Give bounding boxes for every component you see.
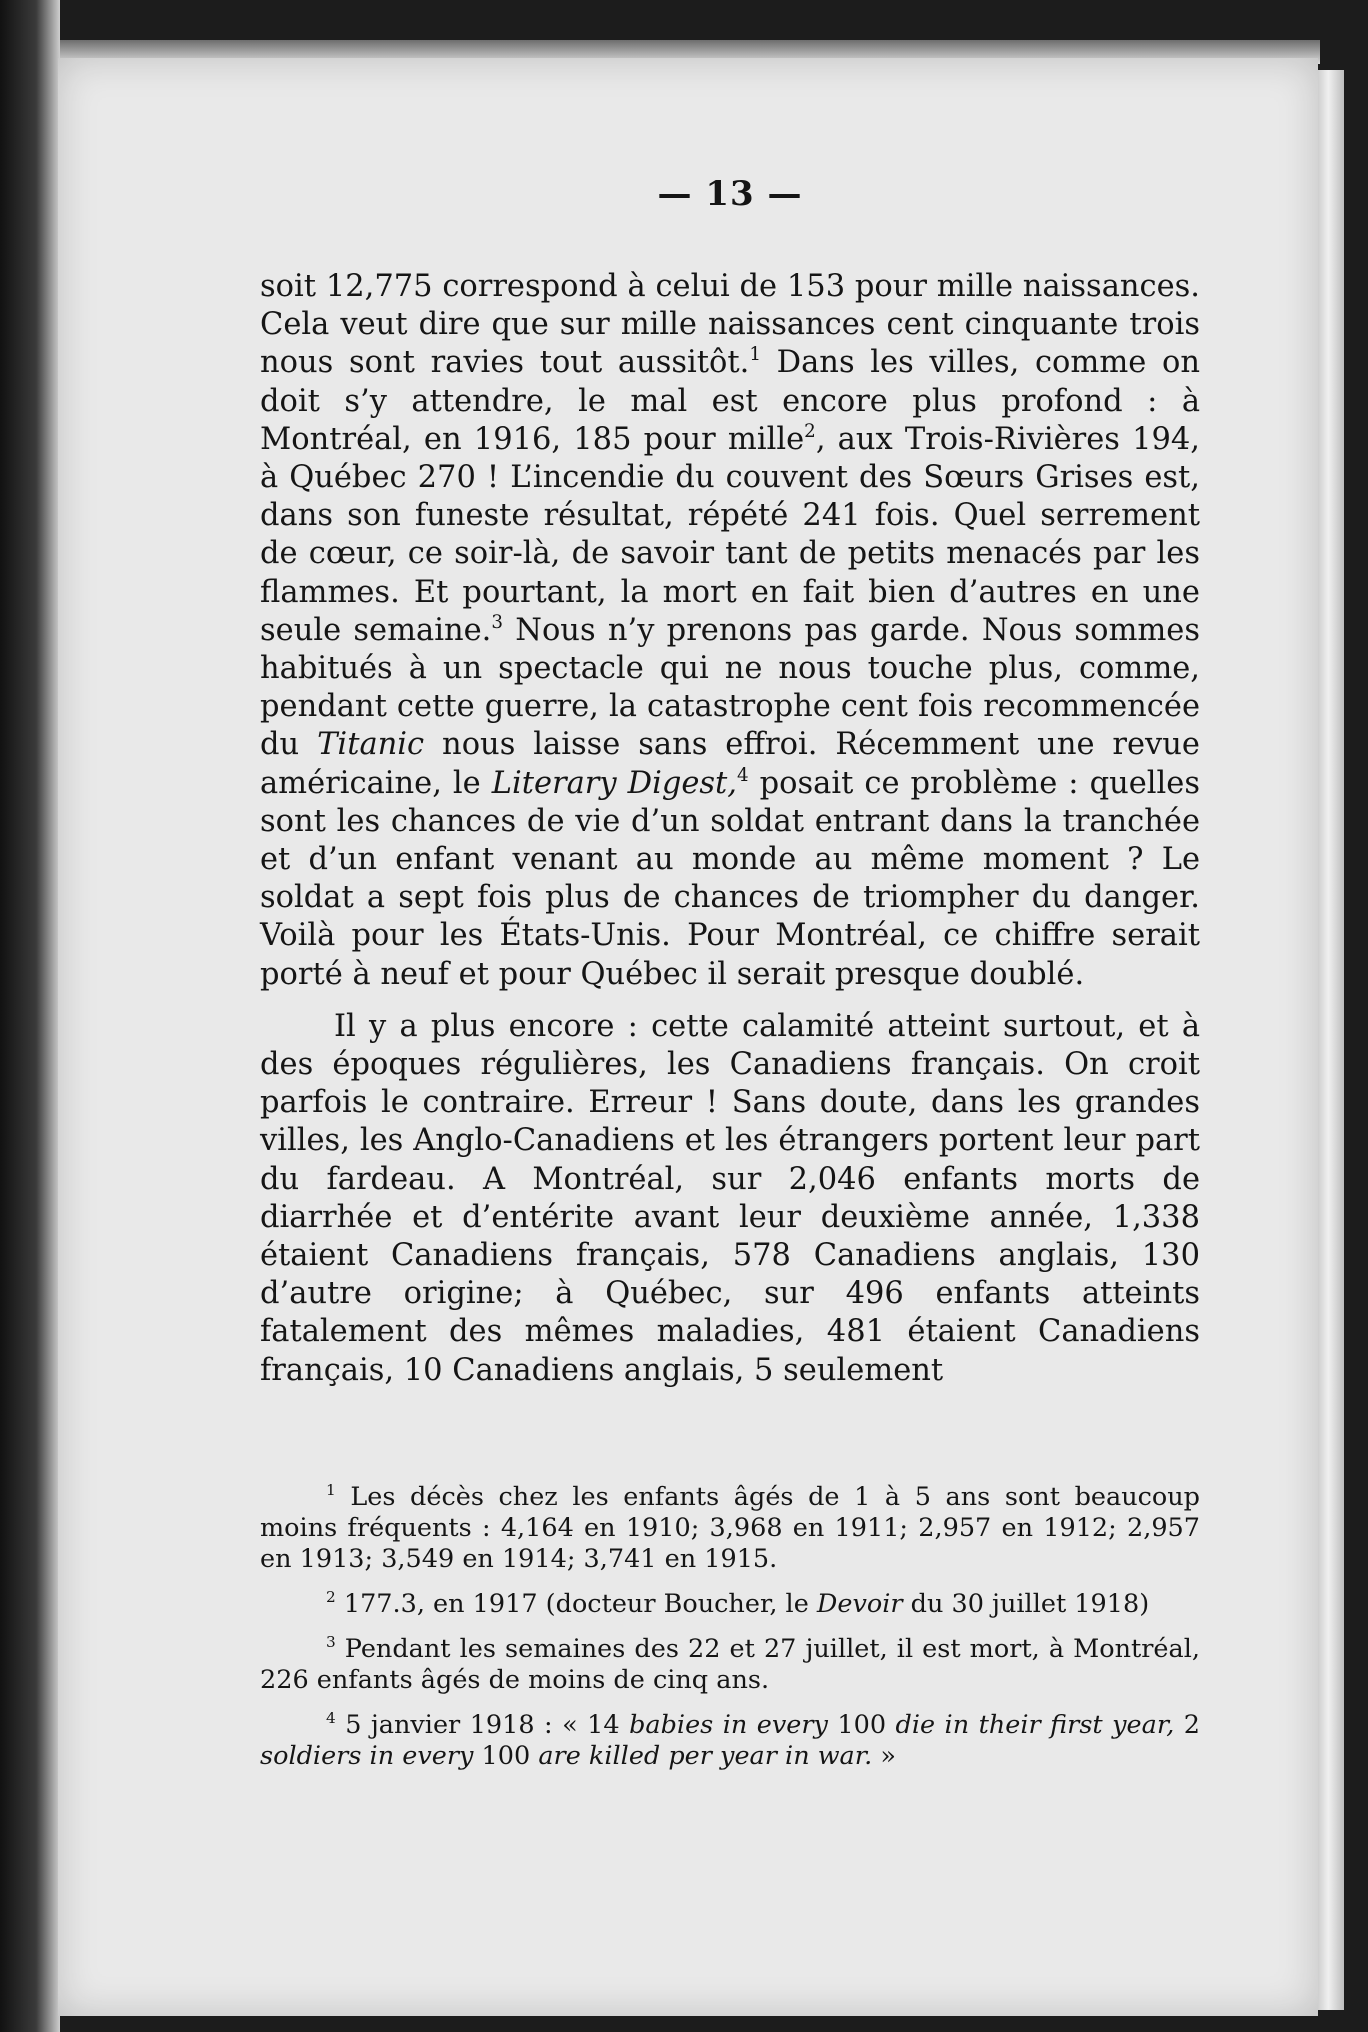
footnote-text: 100: [827, 1710, 896, 1740]
footnote-text: 5 janvier 1918 : « 14: [335, 1710, 630, 1740]
footnote-text: »: [872, 1741, 896, 1771]
footnote-1: [260, 1482, 1200, 1575]
text-run: soit 12,775 correspond à celui de 153 pour mille naissances. Cela veut dire que sur mille naissances cent cinquante trois nous sont ravies tout aussitôt.: [260, 269, 1200, 381]
footnote-2: [260, 1589, 1200, 1620]
footnote-4: [260, 1710, 1200, 1772]
page-right-edge: [1318, 70, 1344, 2010]
paragraph-2: Il y a plus encore : cette calamité atteint surtout, et à des époques régulières, les Canadiens français. On croit parfois le contraire. Erreur ! Sans doute, dans les grandes villes, les Anglo-Canadiens et les étrangers portent leur part du fardeau. A Montréal, sur 2,046 enfants morts de diarrhée et d’entérite avant leur deuxième année, 1,338 étaient Canadiens français, 578 Canadiens anglais, 130 d’autre origine; à Québec, sur 496 enfants atteints fatalement des mêmes maladies, 481 étaient Canadiens français, 10 Canadiens anglais, 5 seulement: [260, 1008, 1200, 1388]
footnote-mark: 4: [326, 1709, 336, 1728]
italic-text: are killed per year in war.: [538, 1741, 873, 1771]
page-sheet: [58, 58, 1318, 2016]
text-run: , aux Trois-Rivières 194, à Québec 270 ! L’incendie du couvent des Sœurs Grises est, dans son funeste résultat, répété 241 fois. Quel serrement de cœur, ce soir-là, de savoir tant de petits menacés par les flammes. Et pourtant, la mort en fait bien d’autres en une seule semaine.: [260, 421, 1200, 648]
italic-devoir: Devoir: [816, 1589, 903, 1619]
footnote-text: 2: [1174, 1710, 1201, 1740]
footnote-ref: 3: [491, 611, 503, 633]
italic-text: die in their first year,: [895, 1710, 1175, 1740]
page-number: — 13 —: [657, 174, 803, 214]
footnote-ref: 4: [737, 764, 749, 786]
footnote-text: Les décès chez les enfants âgés de 1 à 5 ans sont beaucoup moins fréquents : 4,164 en 1910; 3,968 en 1911; 2,957 en 1912; 2,957 en 1913; 3,549 en 1914; 3,741 en 1915.: [260, 1482, 1200, 1574]
footnote-text: du 30 juillet 1918): [902, 1589, 1150, 1619]
footnote-text: 100: [473, 1741, 539, 1771]
footnote-text: Pendant les semaines des 22 et 27 juillet, il est mort, à Montréal, 226 enfants âgés de moins de cinq ans.: [260, 1634, 1200, 1695]
footnote-mark: 3: [326, 1633, 336, 1652]
footnote-mark: 2: [326, 1588, 336, 1607]
book-spine: [0, 0, 60, 2032]
text-run: posait ce problème : quelles sont les chances de vie d’un soldat entrant dans la tranchée et d’un enfant venant au monde au même moment ? Le soldat a sept fois plus de chances de triompher du danger. Voilà pour les États-Unis. Pour Montréal, ce chiffre serait porté à neuf et pour Québec il serait presque doublé.: [260, 765, 1200, 992]
italic-titanic: Titanic: [317, 727, 425, 763]
footnote-ref: 2: [804, 420, 816, 442]
italic-literary-digest: Literary Digest,: [491, 765, 737, 801]
footnote-text: 177.3, en 1917 (docteur Boucher, le: [335, 1589, 817, 1619]
text-run: nous laisse sans effroi. Récemment une revue américaine, le: [260, 727, 1200, 801]
body-text: [260, 268, 1200, 1390]
footnote-ref: 1: [749, 344, 761, 366]
paragraph-1: [260, 268, 1200, 994]
italic-text: babies in every: [629, 1710, 828, 1740]
footnote-mark: 1: [326, 1481, 336, 1500]
text-run: Nous n’y prenons pas garde. Nous sommes habitués à un spectacle qui ne nous touche plus, comme, pendant cette guerre, la catastrophe cent fois recommencée du: [260, 612, 1200, 763]
footnote-3: [260, 1634, 1200, 1696]
text-run: Dans les villes, comme on doit s’y attendre, le mal est encore plus profond : à Montréal, en 1916, 185 pour mille: [260, 345, 1200, 457]
italic-text: soldiers in every: [260, 1741, 474, 1771]
footnotes: [260, 1482, 1200, 1786]
